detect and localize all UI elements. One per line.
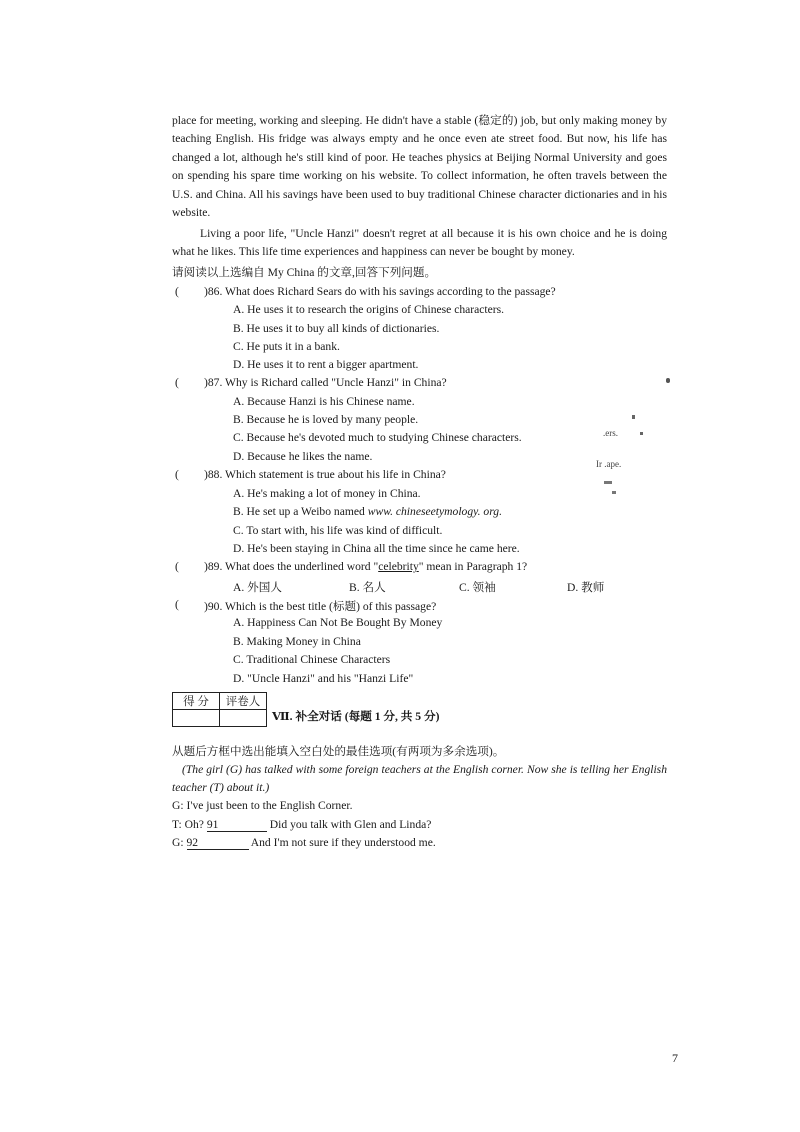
weibo-name: www. chineseetymology. org. [367, 505, 503, 518]
scan-speck [666, 378, 670, 383]
q89-option-c: C. 领袖 [459, 581, 496, 594]
blank-number: 91 [206, 818, 219, 831]
blank-91[interactable] [207, 818, 267, 832]
answer-paren: ( [175, 560, 179, 573]
dialogue-line-3 [172, 836, 436, 850]
dialogue-text: I've just been to the English Corner. [186, 799, 353, 812]
answer-paren: ( [175, 285, 179, 298]
score-cell [173, 710, 220, 727]
q87-option-c: C. Because he's devoted much to studying Chinese characters. [233, 431, 522, 444]
q89-option-a: A. 外国人 [233, 581, 282, 594]
scan-speck [640, 432, 643, 435]
q90-option-a: A. Happiness Can Not Be Bought By Money [233, 616, 443, 629]
blank-number: 92 [186, 836, 199, 849]
score-box [172, 692, 267, 727]
answer-paren: ( [175, 468, 179, 481]
blank-92[interactable] [187, 836, 249, 850]
question-90: )90. Which is the best title (标题) of this passage? [204, 600, 437, 613]
underlined-word: celebrity [378, 560, 419, 573]
answer-paren: ( [175, 598, 179, 611]
q89-option-d: D. 教师 [567, 581, 605, 594]
passage-paragraph-2: Living a poor life, "Uncle Hanzi" doesn't regret at all because it is his own choice and he is doing what he likes. This life time experiences and happiness can never be bought by money. [172, 227, 667, 259]
dialogue-text: Did you talk with Glen and Linda? [269, 818, 432, 831]
question-89-post: " mean in Paragraph 1? [418, 560, 528, 573]
q86-option-d: D. He uses it to rent a bigger apartment. [233, 358, 419, 371]
score-label: 得 分 [173, 693, 220, 710]
answer-paren: ( [175, 376, 179, 389]
speaker: T: [172, 818, 182, 831]
q88-option-b [233, 505, 502, 518]
q86-option-a: A. He uses it to research the origins of Chinese characters. [233, 303, 505, 316]
q87-option-b: B. Because he is loved by many people. [233, 413, 419, 426]
q87-option-d: D. Because he likes the name. [233, 450, 373, 463]
dialogue-line-1 [172, 799, 352, 812]
scan-speck [632, 415, 635, 419]
speaker: G: [172, 799, 184, 812]
speaker: G: [172, 836, 184, 849]
question-88: )88. Which statement is true about his life in China? [204, 468, 446, 481]
grader-cell [220, 710, 267, 727]
q90-option-c: C. Traditional Chinese Characters [233, 653, 391, 666]
q86-option-c: C. He puts it in a bank. [233, 340, 340, 353]
scan-speck-text: Ir .ape. [596, 459, 622, 469]
q88-option-d: D. He's been staying in China all the time since he came here. [233, 542, 520, 555]
passage-paragraph-1: place for meeting, working and sleeping. He didn't have a stable (稳定的) job, but only making money by teaching English. His fridge was always empty and he once even ate street food. But now, his life has changed a lot, although he's still kind of poor. He teaches physics at Beijing Normal University and goes on spending his spare time working on his website. To collect information, he often travels between the U.S. and China. All his savings have been used to buy traditional Chinese character dictionaries and in his website. [172, 114, 667, 220]
q87-option-a: A. Because Hanzi is his Chinese name. [233, 395, 415, 408]
q88-option-c: C. To start with, his life was kind of difficult. [233, 524, 443, 537]
q86-option-b: B. He uses it to buy all kinds of dictionaries. [233, 322, 440, 335]
q89-option-b: B. 名人 [349, 581, 386, 594]
section-instruction: 从题后方框中选出能填入空白处的最佳选项(有两项为多余选项)。 [172, 745, 505, 758]
question-89 [204, 560, 527, 573]
q88-option-a: A. He's making a lot of money in China. [233, 487, 421, 500]
question-86: )86. What does Richard Sears do with his savings according to the passage? [204, 285, 556, 298]
q90-option-d: D. "Uncle Hanzi" and his "Hanzi Life" [233, 672, 414, 685]
q90-option-b: B. Making Money in China [233, 635, 361, 648]
q88-option-b-text: B. He set up a Weibo named [233, 505, 365, 518]
scan-speck [612, 491, 616, 494]
question-89-pre: )89. What does the underlined word " [204, 560, 379, 573]
reading-instruction: 请阅读以上选编自 My China 的文章,回答下列问题。 [172, 266, 437, 279]
grader-label: 评卷人 [220, 693, 267, 710]
dialogue-context: (The girl (G) has talked with some foreign teachers at the English corner. Now she is telling her English teacher (T) about it.) [172, 763, 667, 795]
scan-speck [604, 481, 612, 484]
section-heading: Ⅶ. 补全对话 (每题 1 分, 共 5 分) [272, 710, 440, 723]
dialogue-text: Oh? [184, 818, 204, 831]
scan-speck-text: .ers. [603, 428, 618, 438]
page-number: 7 [672, 1051, 678, 1065]
dialogue-text: And I'm not sure if they understood me. [250, 836, 436, 849]
dialogue-line-2 [172, 818, 431, 832]
question-87: )87. Why is Richard called "Uncle Hanzi" in China? [204, 376, 447, 389]
